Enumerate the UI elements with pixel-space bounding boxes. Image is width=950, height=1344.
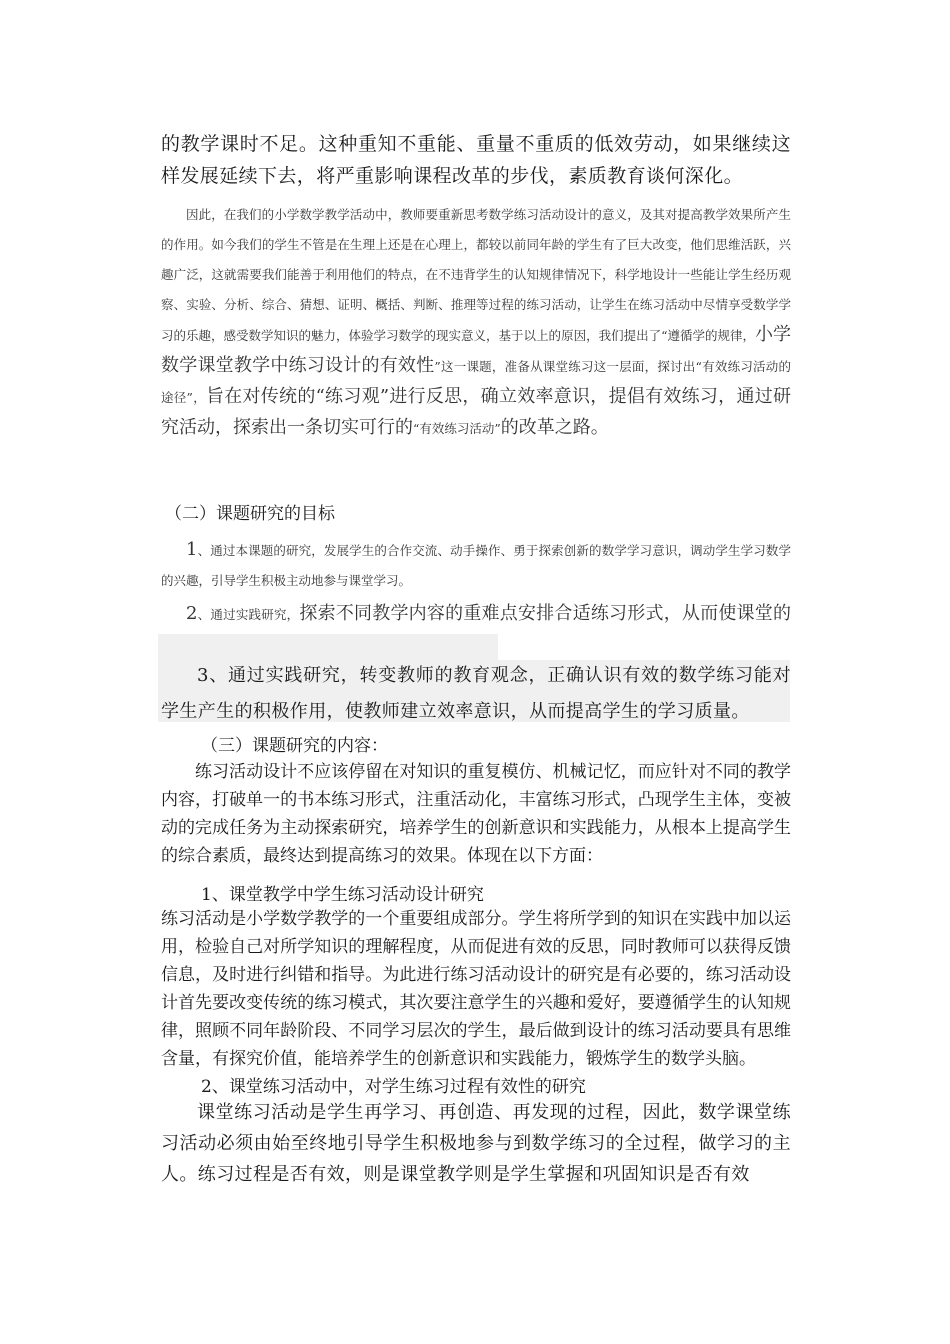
goal-1-number: 1: [186, 539, 198, 560]
topic-title: 小学数学课堂教学中练习设计的有效性: [161, 324, 791, 376]
goal-1-text: 、通过本课题的研究，发展学生的合作交流、动手操作、勇于探索创新的数学学习意识，调动学生学习数学的兴趣，引导学生积极主动地参与课堂学习。: [161, 543, 791, 588]
background-text-2: ”这一课题，准备从课堂练习这一层面，探讨出“有效练习活动的途径”，: [161, 359, 791, 405]
goal-2-text: 探索不同教学内容的重难点安排合适练习形式，从而使课堂的: [299, 603, 791, 624]
background-text: 因此，在我们的小学数学教学活动中，教师要重新思考数学练习活动设计的意义，及其对提高教学效果所产生的作用。如今我们的学生不管是在生理上还是在心理上，都较以前同年龄的学生有了巨大改变，他们思维活跃，兴趣广泛，这就需要我们能善于利用他们的特点，在不违背学生的认知规律情况下，科学地设计一些能让学生经历观察、实验、分析、综合、猜想、证明、概括、判断、推理等过程的练习活动，让学生在练习活动中尽情享受数学学习的乐趣，感受数学知识的魅力，体验学习数学的现实意义，基于以上的原因，我们提出了“遵循学的规律，: [161, 207, 791, 343]
section-heading-goals: （二）课题研究的目标: [165, 504, 335, 524]
highlight-band-1: [158, 634, 498, 660]
section-heading-content: （三）课题研究的内容：: [201, 736, 388, 756]
subsection-title-1: 1、课堂教学中学生练习活动设计研究: [201, 885, 484, 905]
goal-item-3: 3、通过实践研究，转变教师的教育观念，正确认识有效的数学练习能对学生产生的积极作用，使教师建立效率意识，从而提高学生的学习质量。: [161, 665, 791, 722]
goal-2-text-small: 、通过实践研究，: [197, 607, 300, 622]
subsection-1-text: 练习活动是小学数学教学的一个重要组成部分。学生将所学到的知识在实践中加以运用，检验自己对所学知识的理解程度，从而促进有效的反思，同时教师可以获得反馈信息，及时进行纠错和指导。为此进行练习活动设计的研究是有必要的，练习活动设计首先要改变传统的练习模式，其次要注意学生的兴趣和爱好，要遵循学生的认知规律，照顾不同年龄阶段、不同学习层次的学生，最后做到设计的练习活动要具有思维含量，有探究价值，能培养学生的创新意识和实践能力，锻炼学生的数学头脑。: [161, 909, 791, 1069]
paragraph-background: [161, 200, 791, 444]
goal-2-number: 2: [186, 603, 198, 624]
purpose-text-end: 的改革之路。: [500, 417, 609, 438]
goal-item-1: [161, 535, 791, 596]
paragraph-intro-end: 的教学课时不足。这种重知不重能、重量不重质的低效劳动，如果继续这样发展延续下去，将严重影响课程改革的步伐，素质教育谈何深化。: [161, 133, 791, 187]
purpose-text: 旨在对传统的“练习观”进行反思，确立效率意识，提倡有效练习，通过研究活动，探索出一条切实可行的: [161, 386, 791, 438]
subsection-title-2: 2、课堂练习活动中，对学生练习过程有效性的研究: [201, 1077, 586, 1097]
effective-practice-quote: “有效练习活动”: [413, 421, 501, 436]
content-intro-paragraph: 练习活动设计不应该停留在对知识的重复模仿、机械记忆，而应针对不同的教学内容，打破单一的书本练习形式，注重活动化，丰富练习形式，凸现学生主体，变被动的完成任务为主动探索研究，培养学生的创新意识和实践能力，从根本上提高学生的综合素质，最终达到提高练习的效果。体现在以下方面：: [161, 762, 791, 866]
subsection-2-text: 课堂练习活动是学生再学习、再创造、再发现的过程，因此，数学课堂练习活动必须由始至终地引导学生积极地参与到数学练习的全过程，做学习的主人。练习过程是否有效，则是课堂教学则是学生掌握和巩固知识是否有效: [161, 1102, 791, 1185]
